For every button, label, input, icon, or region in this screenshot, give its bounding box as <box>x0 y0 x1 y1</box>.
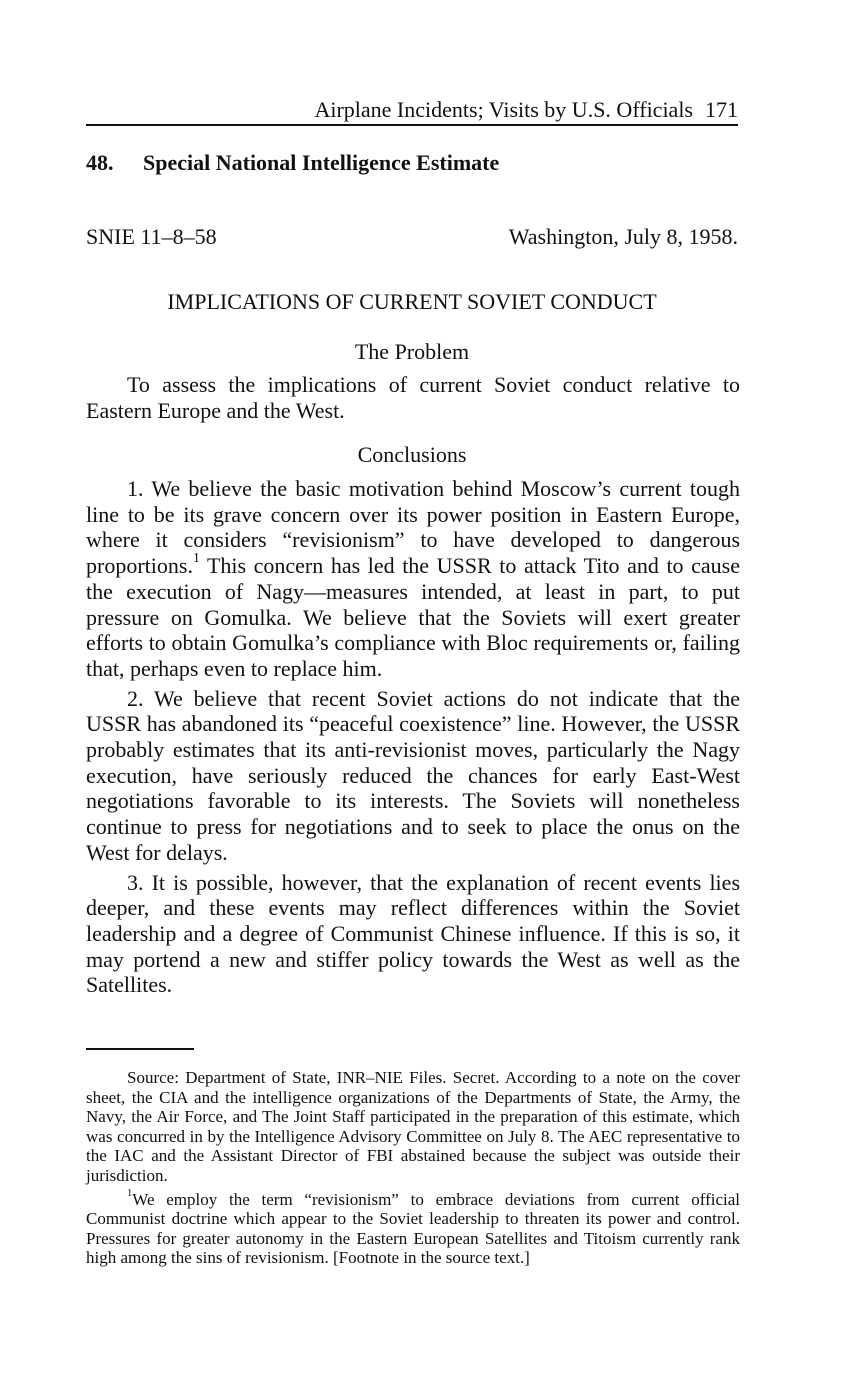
conclusion-text: We believe that recent Soviet actions do not indicate that the USSR has abandoned its “peaceful coexistence” line. However, the USSR probably estimates that its anti-revisionist moves, particularly the Nagy execution, have seriously reduced the chances for early East-West negotiations favorable to its interests. The Soviets will nonetheless continue to press for negotiations and to seek to place the onus on the West for delays. <box>86 685 740 865</box>
conclusion-text-continued: This concern has led the USSR to attack Tito and to cause the execution of Nagy—measures intended, at least in part, to put pressure on Gomulka. We believe that the Soviets will exert greater efforts to obtain Gomulka’s compliance with Bloc requirements or, failing that, perhaps even to replace him. <box>86 553 740 681</box>
running-head-title: Airplane Incidents; Visits by U.S. Officials <box>314 97 693 122</box>
page-number: 171 <box>705 97 738 122</box>
running-head <box>86 96 738 126</box>
problem-section <box>86 372 740 427</box>
conclusion-paragraph-2 <box>86 686 740 866</box>
footnote-1-text: We employ the term “revisionism” to embrace deviations from current official Communist doctrine which appear to the Soviet leadership to threaten its power and control. Pressures for greater autonomy in the Eastern European Satellites and Titoism currently rank high among the sins of revisionism. [Footnote in the source text.] <box>86 1189 740 1268</box>
footnote-1 <box>86 1187 740 1268</box>
footnotes-section <box>86 1068 740 1272</box>
problem-heading: The Problem <box>354 339 470 364</box>
document-meta-row <box>86 223 738 251</box>
footnote-marker: 1 <box>192 550 200 566</box>
conclusion-paragraph-3 <box>86 870 740 999</box>
footnote-divider <box>86 1048 194 1050</box>
footnote-1-marker: 1 <box>127 1187 133 1199</box>
source-note: Source: Department of State, INR–NIE Files. Secret. According to a note on the cover sheet, the CIA and the intelligence organizations of the Departments of State, the Army, the Navy, the Air Force, and The Joint Staff participated in the preparation of this estimate, which was concurred in by the Intelligence Advisory Committee on July 8. The AEC representative to the IAC and the Assistant Director of FBI abstained because the subject was outside their jurisdiction. <box>86 1068 740 1185</box>
document-title: IMPLICATIONS OF CURRENT SOVIET CONDUCT <box>167 289 657 314</box>
conclusion-text: It is possible, however, that the explanation of recent events lies deeper, and these events may reflect differences within the Soviet leadership and a degree of Communist Chinese influence. If this is so, it may portend a new and stiffer policy towards the West as well as the Satellites. <box>86 869 741 998</box>
document-heading <box>86 148 499 178</box>
conclusion-paragraph-1 <box>86 476 740 682</box>
conclusions-heading: Conclusions <box>357 442 467 467</box>
document-reference: SNIE 11–8–58 <box>86 224 217 249</box>
document-number: 48. <box>86 150 114 175</box>
document-dateline: Washington, July 8, 1958. <box>508 224 738 249</box>
conclusion-number: 1. <box>127 476 144 501</box>
conclusion-number: 2. <box>127 685 144 711</box>
conclusion-text: We believe the basic motivation behind Moscow’s current tough line to be its grave concern over its power position in Eastern Europe, where it considers “revisionism” to have developed to dangerous proportions. <box>86 476 740 579</box>
document-heading-text: Special National Intelligence Estimate <box>143 150 500 175</box>
conclusion-number: 3. <box>127 869 144 895</box>
conclusions-section <box>86 476 740 1002</box>
problem-text: To assess the implications of current Soviet conduct relative to Eastern Europe and the West. <box>86 372 740 423</box>
